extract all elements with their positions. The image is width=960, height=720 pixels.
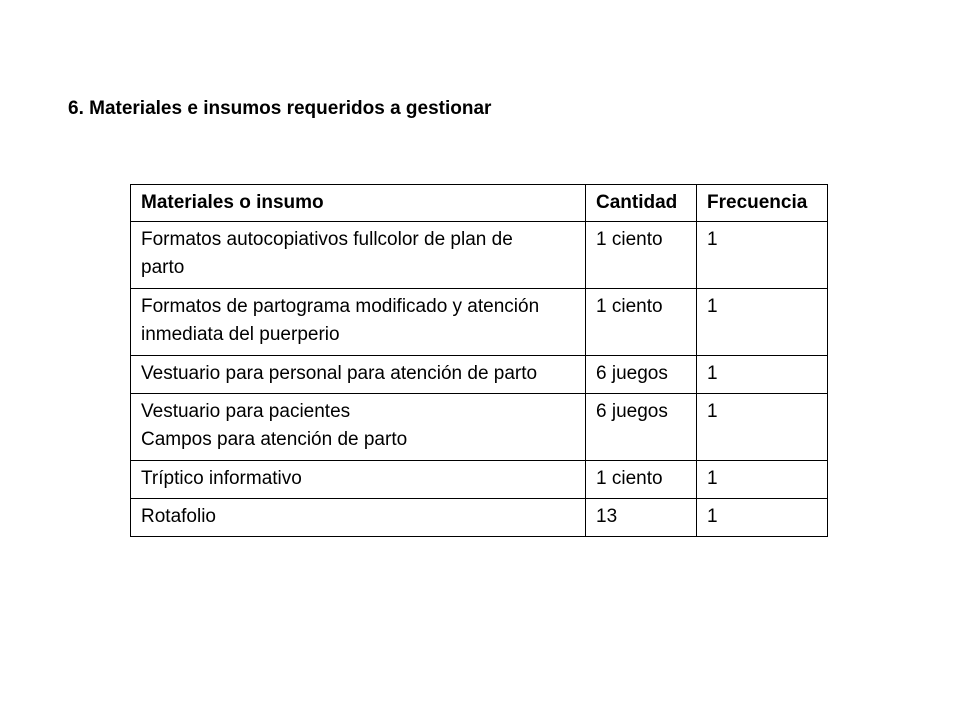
cantidad-cell: 1 ciento <box>586 289 697 356</box>
material-cell: Vestuario para personal para atención de parto <box>131 356 586 394</box>
table-row <box>131 461 828 499</box>
frecuencia-cell: 1 <box>697 222 828 289</box>
cantidad-cell: 6 juegos <box>586 394 697 461</box>
frecuencia-cell: 1 <box>697 461 828 499</box>
header-cantidad: Cantidad <box>586 185 697 222</box>
header-materiales: Materiales o insumo <box>131 185 586 222</box>
material-cell: Formatos de partograma modificado y atención inmediata del puerperio <box>131 289 586 356</box>
table-row <box>131 394 828 461</box>
cantidad-cell: 1 ciento <box>586 461 697 499</box>
section-title: 6. Materiales e insumos requeridos a gestionar <box>68 98 492 119</box>
table-row <box>131 289 828 356</box>
table-row <box>131 222 828 289</box>
header-frecuencia: Frecuencia <box>697 185 828 222</box>
frecuencia-cell: 1 <box>697 289 828 356</box>
material-cell: Tríptico informativo <box>131 461 586 499</box>
table-header-row <box>131 185 828 222</box>
materials-table <box>130 184 828 537</box>
material-cell: Vestuario para pacientes Campos para atención de parto <box>131 394 586 461</box>
frecuencia-cell: 1 <box>697 499 828 537</box>
material-cell: Formatos autocopiativos fullcolor de plan de parto <box>131 222 586 289</box>
cantidad-cell: 6 juegos <box>586 356 697 394</box>
cantidad-cell: 13 <box>586 499 697 537</box>
frecuencia-cell: 1 <box>697 394 828 461</box>
material-cell: Rotafolio <box>131 499 586 537</box>
table-row <box>131 499 828 537</box>
table-row <box>131 356 828 394</box>
frecuencia-cell: 1 <box>697 356 828 394</box>
cantidad-cell: 1 ciento <box>586 222 697 289</box>
